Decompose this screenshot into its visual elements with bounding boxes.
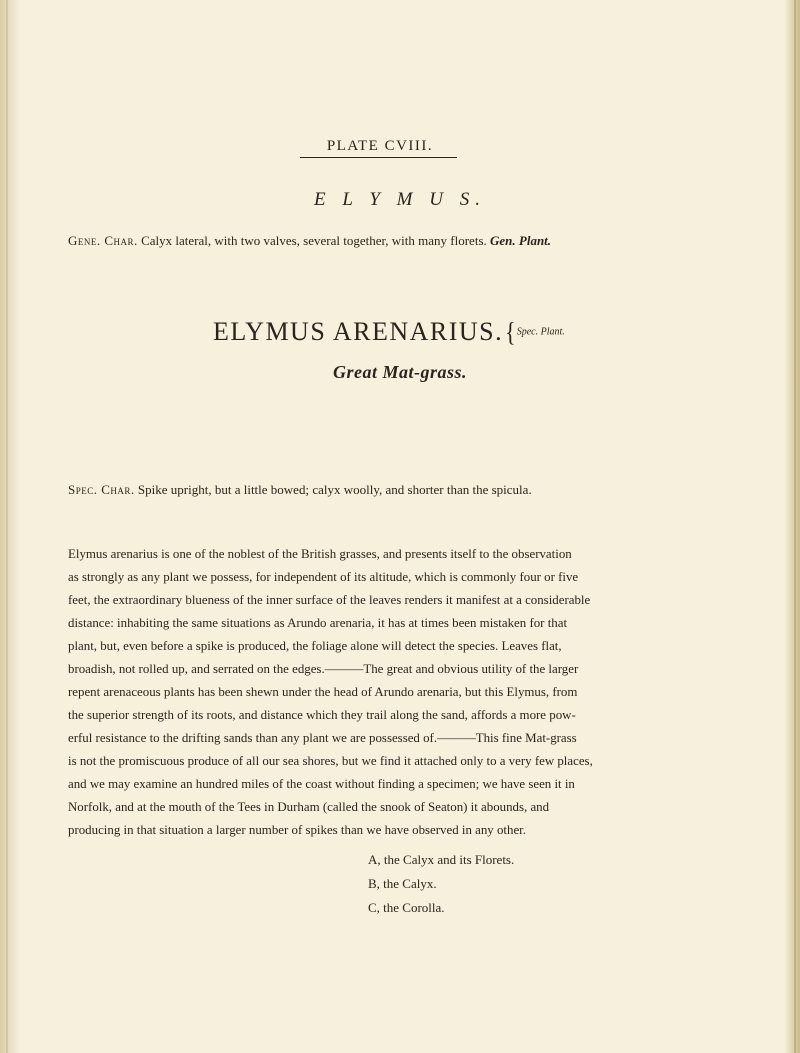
specific-character-text: Spike upright, but a little bowed; calyx woolly, and shorter than the spicula. — [134, 482, 532, 497]
species-name: ELYMUS ARENARIUS. — [213, 317, 504, 346]
generic-character-reference: Gen. Plant. — [490, 233, 552, 248]
description-line: and we may examine an hundred miles of the coast without finding a specimen; we have seen it in — [68, 777, 575, 791]
description-line: broadish, not rolled up, and serrated on the edges.———The great and obvious utility of the larger — [68, 662, 579, 676]
generic-character — [68, 233, 768, 249]
legend-item: C, the Corolla. — [368, 900, 445, 915]
generic-character-label: Gene. Char. — [68, 233, 138, 248]
description-line: erful resistance to the drifting sands than any plant we are possessed of.———This fine Mat-grass — [68, 731, 577, 745]
legend-item: A, the Calyx and its Florets. — [368, 852, 515, 867]
description-line: Norfolk, and at the mouth of the Tees in Durham (called the snook of Seaton) it abounds, and — [68, 800, 550, 814]
species-reference: Spec. Plant. — [516, 326, 565, 338]
description-line: distance: inhabiting the same situations as Arundo arenaria, it has at times been mistaken for that — [68, 616, 568, 630]
page-right-edge — [784, 0, 800, 1053]
description-line: Elymus arenarius is one of the noblest of the British grasses, and presents itself to the observation — [68, 547, 572, 561]
specific-character-label: Spec. Char. — [68, 482, 135, 497]
plate-number-underline — [300, 157, 457, 158]
description-line: feet, the extraordinary blueness of the inner surface of the leaves renders it manifest at a considerable — [68, 593, 591, 607]
generic-character-text: Calyx lateral, with two valves, several together, with many florets. — [137, 233, 490, 248]
specific-character — [68, 482, 768, 498]
description-line: producing in that situation a larger number of spikes than we have observed in any other. — [68, 823, 526, 837]
description-paragraph — [68, 543, 768, 842]
description-line: as strongly as any plant we possess, for independent of its altitude, which is commonly four or five — [68, 570, 579, 584]
species-heading — [213, 317, 633, 347]
description-line: is not the promiscuous produce of all our sea shores, but we find it attached only to a very few places, — [68, 754, 593, 768]
legend-item: B, the Calyx. — [368, 876, 437, 891]
description-line: repent arenaceous plants has been shewn under the head of Arundo arenaria, but this Elymus, from — [68, 685, 578, 699]
page-left-edge — [0, 0, 20, 1053]
description-line: the superior strength of its roots, and distance which they trail along the sand, affords a more pow- — [68, 708, 576, 722]
brace-glyph: { — [505, 315, 516, 347]
common-name: Great Mat-grass. — [332, 362, 467, 382]
plate-number: PLATE CVIII. — [326, 138, 434, 154]
figure-legend — [368, 848, 618, 920]
genus-title: E L Y M U S. — [314, 189, 486, 210]
description-line: plant, but, even before a spike is produced, the foliage alone will detect the species. Leaves flat, — [68, 639, 562, 653]
